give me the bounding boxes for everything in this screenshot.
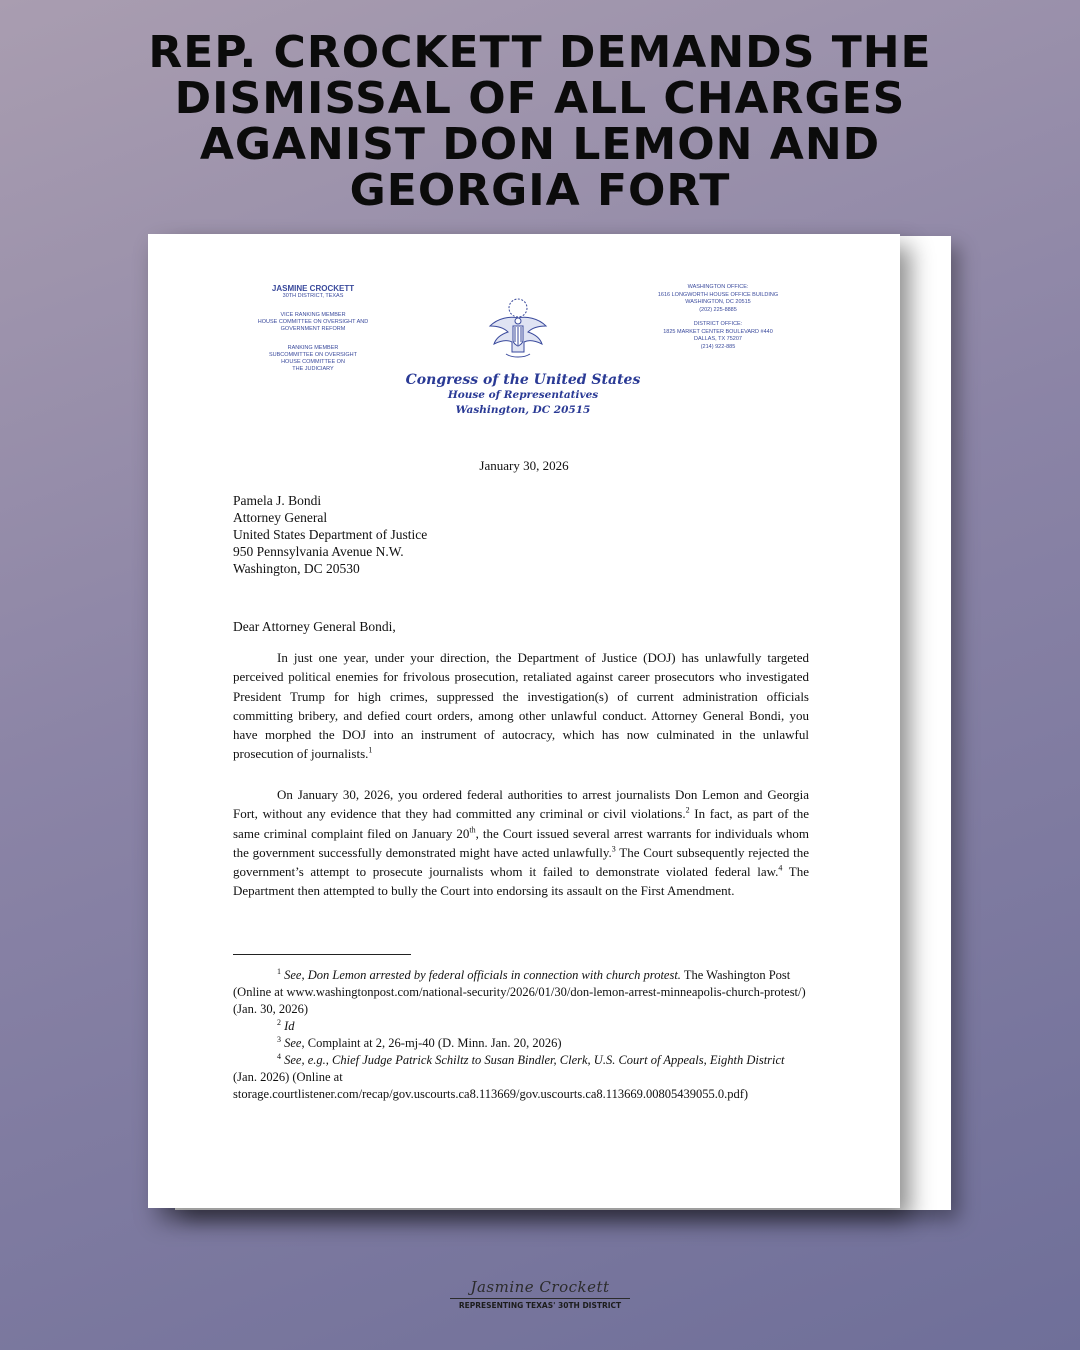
footnote-4 bbox=[233, 1052, 809, 1103]
dc-office-line-1: WASHINGTON OFFICE: bbox=[687, 284, 749, 290]
footnote-3-text: , Complaint at 2, 26-mj-40 (D. Minn. Jan. 20, 2026) bbox=[301, 1036, 562, 1050]
footnote-4-citation: See, e.g., Chief Judge Patrick Schiltz to Susan Bindler, Clerk, U.S. Court of Appeals, Eighth District bbox=[284, 1053, 785, 1067]
footnote-ref-3: 3 bbox=[611, 844, 616, 854]
member-district: 30TH DISTRICT, TEXAS bbox=[282, 293, 344, 299]
address-line-3: United States Department of Justice bbox=[233, 527, 428, 542]
footnote-1-citation: See, Don Lemon arrested by federal officials in connection with church protest. bbox=[284, 968, 681, 982]
address-line-5: Washington, DC 20530 bbox=[233, 561, 360, 576]
footnote-ref-4: 4 bbox=[778, 863, 783, 873]
letter-page bbox=[148, 234, 900, 1208]
footnote-1-number: 1 bbox=[277, 966, 281, 976]
footnote-3 bbox=[233, 1035, 809, 1052]
paragraph-2-text-d: The Court subsequently rejected the government’s attempt to prosecute journalists whom it failed to demonstrate violated federal law. bbox=[233, 844, 810, 880]
role-2-line-1: RANKING MEMBER bbox=[287, 345, 339, 351]
footnote-4-text: (Jan. 2026) (Online at storage.courtlistener.com/recap/gov.uscourts.ca8.113669/gov.uscourts.ca8.113669.00805439055.0.pdf) bbox=[233, 1070, 749, 1101]
headline bbox=[40, 27, 1040, 216]
house-title: House of Representatives bbox=[447, 389, 599, 401]
paragraph-1-text: In just one year, under your direction, the Department of Justice (DOJ) has unlawfully targeted perceived political enemies for frivolous prosecution, retaliated against career prosecutors who investigated President Trump for high crimes, suppressed the investigation(s) of current administration officials committing bribery, and defied court orders, among other unlawful conduct. Attorney General Bondi, you have morphed the DOJ into an instrument of autocracy, which has now culminated in the unlawful prosecution of journalists. bbox=[233, 650, 809, 762]
paragraph-2-text-a: On January 30, 2026, you ordered federal authorities to arrest journalists Don Lemon and Georgia Fort, without any evidence that they had committed any criminal or civil violations. bbox=[233, 787, 809, 822]
headline-line-2: DISMISSAL OF ALL CHARGES bbox=[174, 73, 906, 124]
paragraph-2-text-e: The Department then attempted to bully the Court into endorsing its assault on the First Amendment. bbox=[233, 864, 809, 899]
role-2-line-2: SUBCOMMITTEE ON OVERSIGHT bbox=[268, 352, 357, 358]
headline-line-3: AGANIST DON LEMON AND bbox=[199, 119, 881, 170]
signature-logo bbox=[440, 1278, 640, 1310]
congress-heading bbox=[398, 372, 648, 418]
district-office-line-4: (214) 922-885 bbox=[700, 343, 736, 350]
footnote-4-number: 4 bbox=[277, 1051, 281, 1061]
great-seal-icon bbox=[484, 296, 552, 362]
footnote-ref-2: 2 bbox=[685, 805, 690, 815]
paragraph-2-text-b: In fact, as part of the same criminal complaint filed on January 20 bbox=[233, 806, 809, 841]
role-2-line-4: THE JUDICIARY bbox=[292, 366, 334, 372]
district-office-line-3: DALLAS, TX 75207 bbox=[694, 336, 742, 342]
role-1-line-2: HOUSE COMMITTEE ON OVERSIGHT AND bbox=[257, 319, 369, 325]
footnote-ref-1: 1 bbox=[368, 746, 373, 756]
district-office-line-1: DISTRICT OFFICE: bbox=[693, 321, 743, 327]
role-1-line-3: GOVERNMENT REFORM bbox=[280, 326, 346, 332]
footnote-2-text: Id bbox=[284, 1019, 295, 1033]
signature-name: Jasmine Crockett bbox=[470, 1278, 610, 1296]
address-line-1: Pamela J. Bondi bbox=[233, 493, 322, 508]
address-line-4: 950 Pennsylvania Avenue N.W. bbox=[233, 544, 404, 559]
footnotes bbox=[233, 967, 809, 1103]
district-office-line-2: 1825 MARKET CENTER BOULEVARD #440 bbox=[663, 328, 773, 335]
dc-office-line-3: WASHINGTON, DC 20515 bbox=[685, 299, 751, 305]
member-name: JASMINE CROCKETT bbox=[271, 284, 355, 293]
address-line-2: Attorney General bbox=[233, 510, 328, 525]
salutation: Dear Attorney General Bondi, bbox=[233, 619, 396, 634]
signature-tagline: REPRESENTING TEXAS' 30TH DISTRICT bbox=[458, 1301, 622, 1310]
paragraph-2-text-c: , the Court issued several arrest warrants for individuals whom the government successfully demonstrated might have acted unlawfully. bbox=[233, 825, 809, 860]
footnote-2-number: 2 bbox=[277, 1017, 281, 1027]
letterhead-left bbox=[238, 284, 388, 373]
footnote-divider bbox=[233, 954, 411, 955]
footnote-2 bbox=[233, 1018, 809, 1035]
headline-line-1: REP. CROCKETT DEMANDS THE bbox=[148, 27, 932, 78]
recipient-address bbox=[233, 492, 427, 577]
paragraph-1 bbox=[233, 648, 809, 764]
letter-date: January 30, 2026 bbox=[479, 458, 569, 473]
ordinal-suffix: th bbox=[469, 825, 476, 835]
congress-title: Congress of the United States bbox=[405, 372, 641, 388]
letterhead-right bbox=[648, 284, 788, 351]
house-city: Washington, DC 20515 bbox=[455, 404, 591, 416]
footnote-3-number: 3 bbox=[277, 1034, 281, 1044]
dc-office-line-2: 1616 LONGWORTH HOUSE OFFICE BUILDING bbox=[657, 291, 779, 298]
headline-line-4: GEORGIA FORT bbox=[349, 165, 731, 216]
signature-underline bbox=[450, 1298, 630, 1299]
footnote-3-citation: See bbox=[284, 1036, 302, 1050]
dc-office-line-4: (202) 225-8885 bbox=[699, 306, 737, 313]
role-1-line-1: VICE RANKING MEMBER bbox=[280, 312, 346, 318]
footnote-1 bbox=[233, 967, 809, 1018]
footnote-1-text: The Washington Post (Online at www.washingtonpost.com/national-security/2026/01/30/don-lemon-arrest-minneapolis-church-protest/) (Jan. 30, 2026) bbox=[233, 968, 806, 1016]
role-2-line-3: HOUSE COMMITTEE ON bbox=[281, 359, 345, 365]
paragraph-2 bbox=[233, 785, 809, 901]
